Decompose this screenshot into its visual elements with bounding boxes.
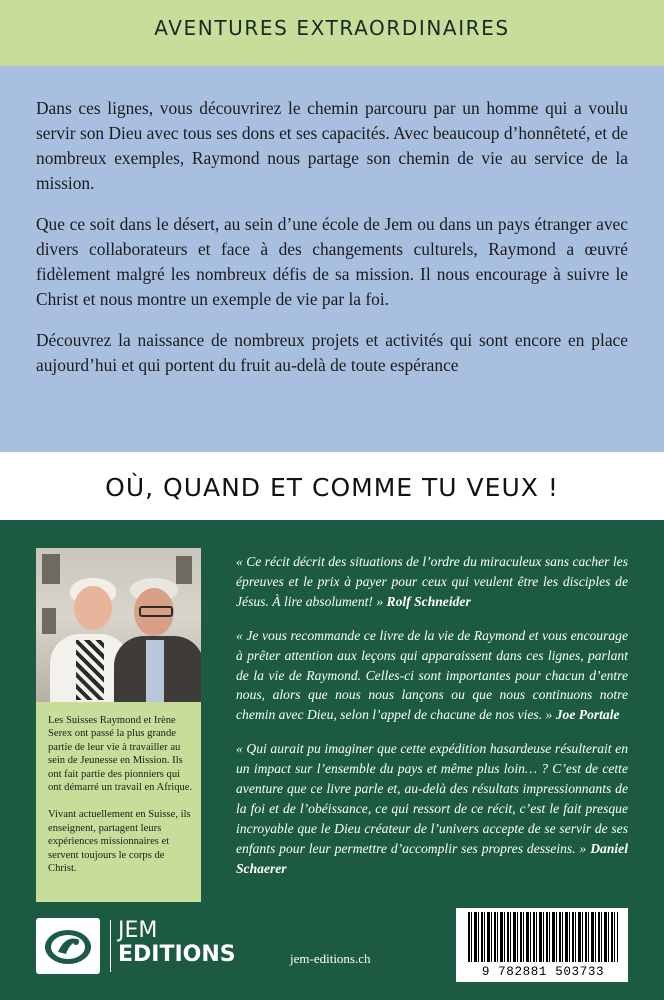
testimonial	[236, 552, 628, 612]
blurb-paragraph-3: Découvrez la naissance de nombreux projets et activités qui sont encore en place aujourd’hui et qui portent du fruit au-delà de toute espérance	[36, 330, 628, 375]
isbn-barcode	[456, 908, 628, 982]
blurb-paragraph-1: Dans ces lignes, vous découvrirez le chemin parcouru par un homme qui a voulu servir son Dieu avec tous ses dons et ses capacités. Avec beaucoup d’honnêteté, et de nombreux exemples, Raymond nous partage son chemin de vie au service de la mission.	[36, 98, 628, 193]
testimonial-author: Daniel Schaerer	[236, 840, 628, 876]
photo-caption	[36, 702, 201, 902]
caption-paragraph-2: Vivant actuellement en Suisse, ils enseignent, partagent leurs expériences missionnaires et servent toujours le corps de Christ.	[48, 809, 191, 875]
testimonial-author: Rolf Schneider	[386, 593, 471, 609]
blurb-paragraph-2: Que ce soit dans le désert, au sein d’une école de Jem ou dans un pays étranger avec divers collaborateurs et face à des changements culturels, Raymond a œuvré fidèlement malgré les nombreux défis de sa mission. Il nous encourage à suivre le Christ et nous montre un exemple de vie par la foi.	[36, 214, 628, 309]
testimonial-text: « Je vous recommande ce livre de la vie de Raymond et vous encourage à prêter attention aux leçons qui apparaissent dans ces lignes, parlant de la vie de Raymond. Celles-ci sont importantes pour chacun d’entre nous, alors que nous nous lançons ou que nous continuons notre chemin avec Dieu, selon l’appel de chacune de nos vies. »	[236, 627, 628, 723]
blurb-text	[36, 96, 628, 394]
publisher-name: JEM	[118, 918, 158, 943]
testimonial-text: « Qui aurait pu imaginer que cette expédition hasardeuse résulterait en un impact sur l’ensemble du pays et même plus loin… ? C’est de cette aventure que ce livre parle et, au-delà des résultats impressionnants de la foi et de l’obéissance, ce qui ressort de ce récit, c’est le fait presque incroyable que le Dieu créateur de l’univers accepte de se servir de ses enfants pour leur permettre d’accomplir ses propres desseins. »	[236, 741, 628, 856]
testimonial-author: Joe Portale	[555, 707, 620, 723]
series-title: AVENTURES EXTRAORDINAIRES	[154, 16, 510, 40]
tagline: OÙ, QUAND ET COMME TU VEUX !	[105, 473, 559, 502]
author-photo	[36, 548, 201, 702]
testimonials	[236, 552, 628, 893]
logo-divider	[110, 920, 111, 972]
testimonial-text: « Ce récit décrit des situations de l’ordre du miraculeux sans cacher les épreuves et le prix à payer pour ceux qui veulent être les disciples de Jésus. À lire absolument! »	[236, 554, 628, 609]
testimonial	[236, 626, 628, 726]
barcode-bars-icon	[468, 912, 618, 962]
caption-paragraph-1: Les Suisses Raymond et Irène Serex ont passé la plus grande partie de leur vie à travailler au sein de Jeunesse en Mission. Ils ont fait partie des pionniers qui ont démarré un travail en Afrique.	[48, 715, 193, 794]
publisher-imprint: EDITIONS	[118, 942, 236, 967]
publisher-logo-icon	[36, 918, 100, 974]
testimonial	[236, 739, 628, 878]
publisher-url: jem-editions.ch	[290, 951, 371, 966]
isbn-digits: 9 782881 503733	[481, 965, 605, 979]
